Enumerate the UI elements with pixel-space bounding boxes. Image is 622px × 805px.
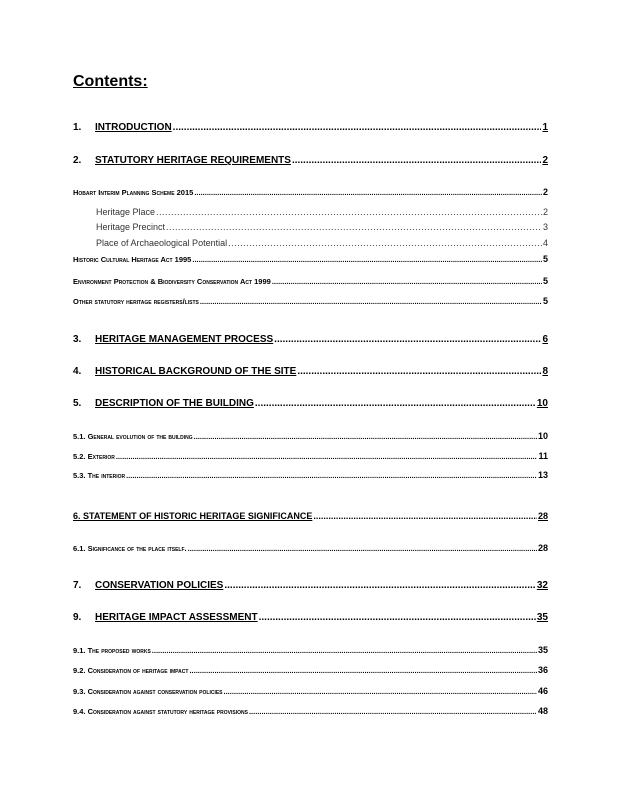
toc-label: 9.3. Consideration against conservation policies (73, 687, 223, 696)
toc-label: 9.2. Consideration of heritage impact (73, 666, 189, 675)
toc-entry[interactable] (73, 122, 548, 133)
toc-leader (194, 432, 537, 441)
toc-page: 35 (536, 612, 548, 623)
toc-text: HISTORICAL BACKGROUND OF THE SITE (95, 366, 297, 377)
toc-label: Heritage Precinct (96, 222, 166, 232)
toc-page: 2 (542, 187, 548, 197)
toc-page: 5 (542, 276, 548, 286)
toc-leader (259, 612, 536, 623)
toc-label: 5.3. The interior (73, 471, 126, 480)
toc-text: DESCRIPTION OF THE BUILDING (95, 398, 254, 409)
toc-number: 4. (73, 366, 82, 377)
toc-page: 3 (542, 222, 548, 232)
toc-label: 9.4. Consideration against statutory heritage provisions (73, 707, 248, 716)
toc-page: 5 (542, 254, 548, 264)
toc-entry[interactable] (73, 612, 548, 623)
toc-label: 6. STATEMENT OF HISTORIC HERITAGE SIGNIFICANCE (73, 511, 313, 521)
toc-entry[interactable] (73, 334, 548, 345)
toc-entry[interactable] (73, 366, 548, 377)
toc-label: Historic Cultural Heritage Act 1995 (73, 255, 192, 264)
toc-leader (228, 238, 542, 248)
toc-leader (224, 580, 536, 591)
toc-label: 9.1. The proposed works (73, 646, 151, 655)
toc-page: 28 (537, 511, 548, 521)
toc-label: Heritage Place (96, 207, 156, 217)
toc-label (73, 366, 296, 377)
toc-entry[interactable] (73, 665, 548, 675)
toc-label: Hobart Interim Planning Scheme 2015 (73, 188, 194, 197)
toc-page: 11 (538, 451, 548, 461)
toc-page: 48 (537, 706, 548, 716)
toc-leader (255, 398, 536, 409)
toc-number: 1. (73, 122, 82, 133)
toc-entry[interactable] (73, 451, 548, 461)
toc-page: 28 (537, 543, 548, 553)
toc-leader (313, 511, 537, 521)
page-title: Contents: (73, 73, 148, 90)
toc-page: 2 (542, 155, 548, 166)
toc-number: 2. (73, 155, 82, 166)
toc-entry[interactable] (73, 296, 548, 306)
toc-page: 5 (542, 296, 548, 306)
toc-page: 32 (536, 580, 548, 591)
toc-leader (200, 297, 542, 306)
toc-leader (274, 334, 541, 345)
toc-entry[interactable] (73, 511, 548, 521)
toc-leader (116, 452, 538, 461)
toc-entry[interactable] (73, 645, 548, 655)
toc-page: 46 (537, 686, 548, 696)
toc-leader (166, 222, 542, 232)
toc-entry[interactable] (96, 222, 548, 232)
toc-label: 5.2. Exterior (73, 452, 115, 461)
toc-page: 36 (537, 665, 548, 675)
toc-leader (249, 707, 537, 716)
toc-label (73, 155, 291, 166)
toc-label (73, 334, 273, 345)
toc-label: 6.1. Significance of the place itself. (73, 544, 187, 553)
toc-page: 1 (542, 122, 548, 133)
toc-leader (189, 666, 537, 675)
toc-leader (188, 544, 537, 553)
toc-text: INTRODUCTION (95, 122, 172, 133)
toc-leader (152, 646, 537, 655)
toc-leader (224, 687, 537, 696)
toc-leader (272, 277, 542, 286)
toc-leader (156, 207, 542, 217)
toc-leader (192, 255, 542, 264)
toc-leader (297, 366, 541, 377)
toc-label: Place of Archaeological Potential (96, 238, 228, 248)
toc-page: 6 (542, 334, 548, 345)
toc-leader (173, 122, 542, 133)
toc-entry[interactable] (73, 686, 548, 696)
toc-text: HERITAGE MANAGEMENT PROCESS (95, 334, 274, 345)
toc-entry[interactable] (73, 398, 548, 409)
toc-label (73, 580, 223, 591)
toc-entry[interactable] (96, 207, 548, 217)
toc-entry[interactable] (73, 580, 548, 591)
toc-label: Environment Protection & Biodiversity Conservation Act 1999 (73, 277, 271, 286)
toc-label (73, 398, 254, 409)
toc-page: 13 (537, 470, 548, 480)
toc-entry[interactable] (73, 543, 548, 553)
toc-page: 10 (536, 398, 548, 409)
toc-label: Other statutory heritage registers/lists (73, 297, 199, 306)
toc-entry[interactable] (73, 276, 548, 286)
toc-text: CONSERVATION POLICIES (95, 580, 224, 591)
toc-leader (292, 155, 542, 166)
toc-page: 35 (537, 645, 548, 655)
toc-entry[interactable] (73, 706, 548, 716)
toc-entry[interactable] (73, 187, 548, 197)
toc-label (73, 122, 172, 133)
toc-entry[interactable] (73, 431, 548, 441)
toc-entry[interactable] (73, 254, 548, 264)
toc-page: 4 (542, 238, 548, 248)
toc-leader (194, 188, 542, 197)
toc-text: HERITAGE IMPACT ASSESSMENT (95, 612, 258, 623)
toc-number: 3. (73, 334, 82, 345)
toc-text: STATUTORY HERITAGE REQUIREMENTS (95, 155, 291, 166)
toc-label: 5.1. General evolution of the building (73, 432, 193, 441)
toc-entry[interactable] (73, 155, 548, 166)
toc-label (73, 612, 258, 623)
toc-number: 5. (73, 398, 82, 409)
toc-number: 7. (73, 580, 82, 591)
toc-page: 8 (542, 366, 548, 377)
toc-leader (126, 471, 537, 480)
toc-page: 2 (542, 207, 548, 217)
toc-page: 10 (537, 431, 548, 441)
toc-number: 9. (73, 612, 82, 623)
toc-entry[interactable] (96, 238, 548, 248)
toc-entry[interactable] (73, 470, 548, 480)
